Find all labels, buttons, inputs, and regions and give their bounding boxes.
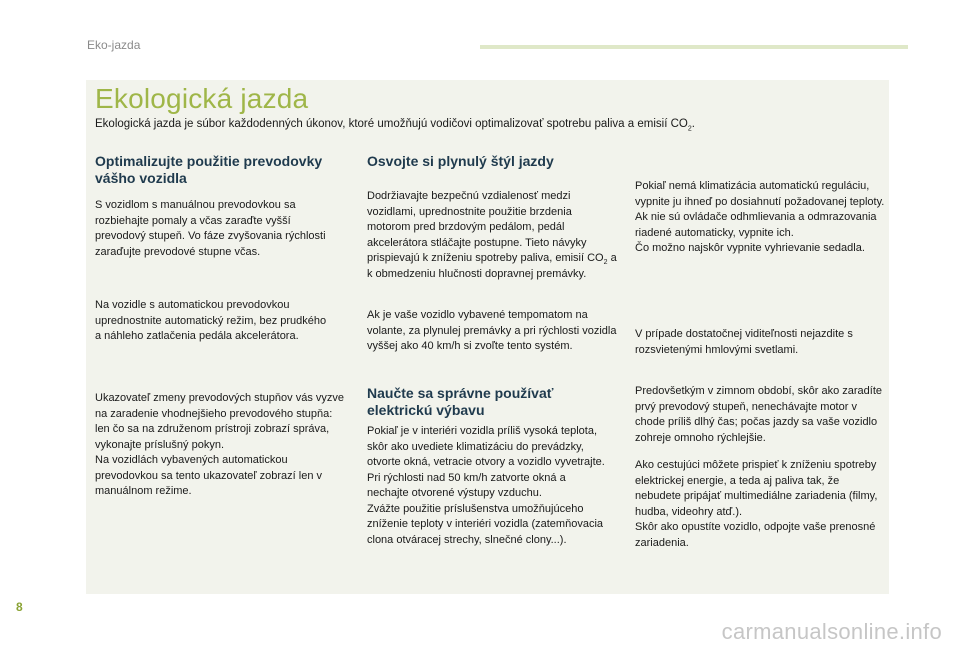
paragraph-manual-gearbox: S vozidlom s manuálnou prevodovkou sa rozbiehajte pomaly a včas zaraďte vyšší prevodový stupeň. Vo fáze zvyšovania rýchlosti zaraďujte prevodové stupne včas.: [95, 199, 326, 258]
section-label: Eko-jazda: [87, 38, 141, 52]
watermark: carmanualsonline.info: [721, 619, 942, 644]
paragraph-automatic-gearbox: Na vozidle s automatickou prevodovkou uprednostnite automatický režim, bez prudkého a náhleho zatlačenia pedála akcelerátora.: [95, 299, 327, 342]
paragraph-air-conditioning: Pokiaľ nemá klimatizácia automatickú reguláciu, vypnite ju ihneď po dosiahnutí požadovanej teploty. Ak nie sú ovládače odhmlievania a odmrazovania riadené automaticky, vypnite ich. Čo možno najskôr vypnite vyhrievanie sedadla.: [635, 180, 885, 254]
paragraph-fog-lights: V prípade dostatočnej viditeľnosti nejazdite s rozsvietenými hmlovými svetlami.: [635, 328, 853, 356]
paragraph-climate-windows: Pokiaľ je v interiéri vozidla príliš vysoká teplota, skôr ako uvediete klimatizáciu do prevádzky, otvorte okná, vetracie otvory a vozidlo vyvetrajte. Pri rýchlosti nad 50 km/h zatvorte okná a nechajte otvorené výstupy vzduchu. Zvážte použitie príslušenstva umožňujúceho zníženie teploty v interiéri vozidla (zatemňovacia clona otváracej strechy, slnečné clony...).: [367, 425, 605, 546]
paragraph-safe-distance: Dodržiavajte bezpečnú vzdialenosť medzi vozidlami, uprednostnite použitie brzdenia motorom pred brzdovým pedálom, pedál akcelerátora stláčajte postupne. Tieto návyky prispievajú k zníženiu spotreby paliva, emisií $CO_2$ a k obmedzeniu hlučnosti dopravnej premávky.: [367, 190, 617, 280]
heading-electrical-equipment: Naučte sa správne používať elektrickú výbavu: [367, 385, 554, 418]
header-rule: [480, 45, 908, 49]
paragraph-multimedia: Ako cestujúci môžete prispieť k zníženiu spotreby elektrickej energie, a teda aj paliva tak, že nebudete pripájať multimediálne zariadenia (filmy, hudba, videohry atď.). Skôr ako opustíte vozidlo, odpojte vaše prenosné zariadenia.: [635, 459, 878, 549]
heading-gearbox: Optimalizujte použitie prevodovky vášho vozidla: [95, 153, 323, 186]
paragraph-winter-engine: Predovšetkým v zimnom období, skôr ako zaradíte prvý prevodový stupeň, nenechávajte motor v chode príliš dlhý čas; počas jazdy sa vaše vozidlo zohreje omnoho rýchlejšie.: [635, 385, 882, 444]
paragraph-cruise-control: Ak je vaše vozidlo vybavené tempomatom na volante, za plynulej premávky a pri rýchlosti vozidla vyššej ako 40 km/h si zvoľte tento systém.: [367, 309, 617, 352]
page-title: Ekologická jazda: [95, 83, 309, 114]
page-subtitle: Ekologická jazda je súbor každodenných úkonov, ktoré umožňujú vodičovi optimalizovať spotrebu paliva a emisií $CO_2$.: [95, 118, 695, 133]
paragraph-gear-indicator: Ukazovateľ zmeny prevodových stupňov vás vyzve na zaradenie vhodnejšieho prevodového stupňa: len čo sa na združenom prístroji zobrazí správa, vykonajte príslušný pokyn. Na vozidlách vybavených automatickou prevodovkou sa tento ukazovateľ zobrazí len v manuálnom režime.: [95, 392, 344, 497]
heading-smooth-driving: Osvojte si plynulý štýl jazdy: [367, 153, 554, 169]
page-number: 8: [16, 600, 23, 614]
